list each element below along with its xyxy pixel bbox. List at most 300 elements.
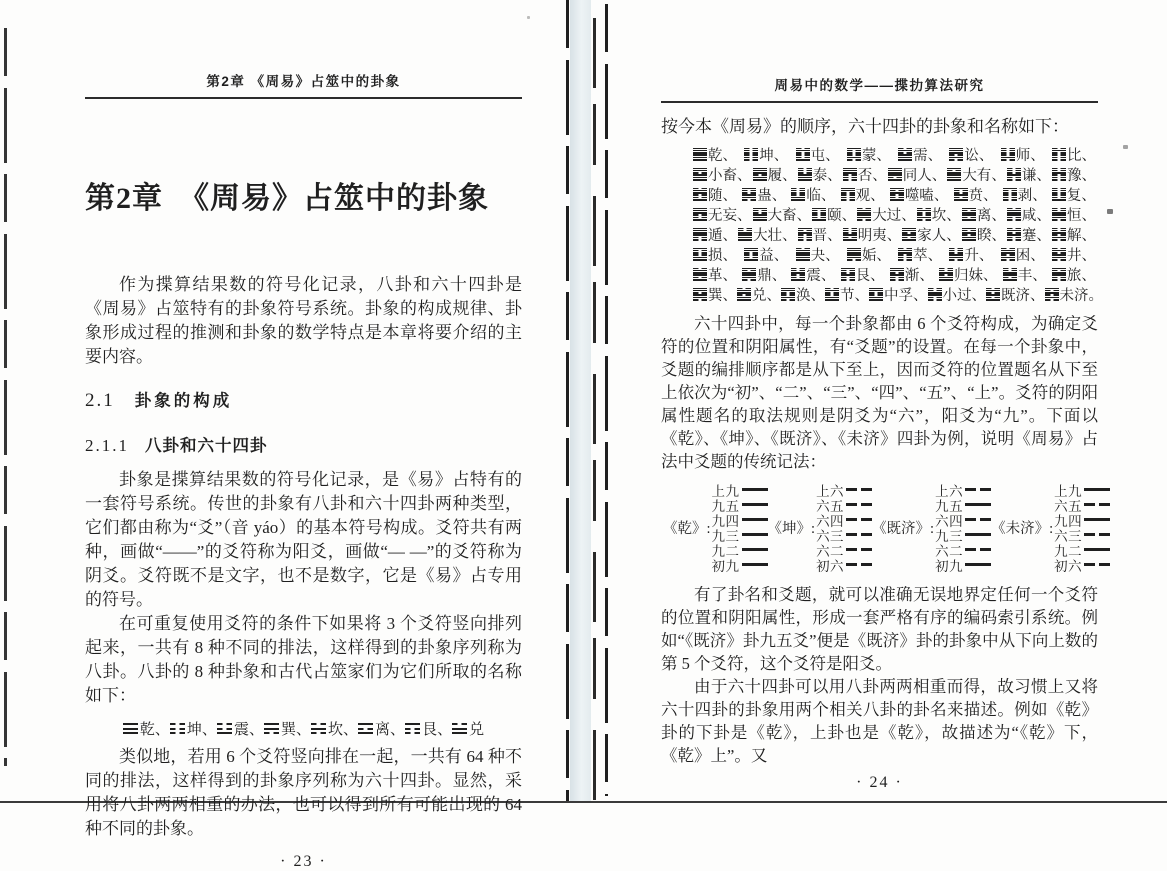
yao-title: 九五 [935, 498, 964, 514]
yang-line [869, 299, 883, 301]
hexagram-item [857, 204, 916, 225]
scan-speck [527, 16, 530, 19]
hexagram-item [869, 284, 928, 305]
yin-line [1003, 199, 1017, 201]
yang-line [753, 219, 767, 221]
hexagram-item [693, 244, 737, 265]
hexagram-glyph [890, 188, 904, 201]
hexagram-name: 夬 [810, 247, 826, 264]
hexagram-item [986, 284, 1045, 305]
trigram-item [170, 718, 217, 739]
scan-edge-artifact-left [4, 28, 7, 766]
yao-title: 九二 [1054, 543, 1083, 559]
yang-line [742, 518, 768, 520]
hexagram-glyph [954, 188, 968, 201]
hexagram-glyph [738, 228, 752, 241]
hexagram-name: 随 [708, 187, 723, 204]
yang-line [123, 723, 138, 725]
hexagram-name: 归妹 [954, 267, 984, 284]
yang-line [962, 219, 976, 221]
yin-line [311, 723, 326, 725]
yin-line [693, 299, 707, 301]
separator: 、 [154, 722, 170, 738]
yang-line [753, 179, 767, 181]
trigram-glyph [311, 723, 326, 734]
yang-line [693, 279, 707, 281]
section-title: 卦象的构成 [134, 392, 233, 410]
yin-line [1001, 259, 1015, 261]
hexagram-item [962, 204, 1006, 225]
yang-line [742, 548, 768, 550]
yao-title: 初九 [935, 558, 964, 574]
separator: 、 [771, 187, 787, 204]
yao-diagram-group [991, 482, 1110, 572]
hexagram-item [898, 244, 942, 265]
yao-title: 九二 [711, 543, 740, 559]
hexagram-item [798, 164, 842, 185]
yin-line [965, 548, 991, 550]
hexagram-glyph [693, 168, 707, 181]
hexagram-item [962, 224, 1006, 245]
hexagram-item [744, 144, 788, 165]
running-head-rule [85, 97, 522, 99]
yang-line [693, 179, 707, 181]
yin-line [1001, 159, 1015, 161]
separator: 、 [796, 207, 812, 224]
yang-line [452, 728, 467, 730]
hexagram-name: 明夷 [857, 227, 887, 244]
hexagram-name: 遁 [708, 227, 723, 244]
yao-title: 六五 [816, 498, 845, 514]
hexagram-glyph [1007, 228, 1021, 241]
yao-title: 六四 [935, 513, 964, 529]
yao-title: 六五 [1054, 498, 1083, 514]
hexagram-glyph [693, 148, 707, 161]
hexagram-glyph [825, 288, 839, 301]
yin-line [890, 279, 904, 281]
separator: 、 [978, 147, 994, 164]
scan-gutter-line-1 [566, 0, 569, 803]
hexagram-name: 乾 [708, 147, 723, 164]
separator: 、 [1036, 207, 1051, 224]
hexagram-name: 颐 [827, 207, 842, 224]
yin-line [452, 723, 467, 725]
hexagram-item [954, 184, 998, 205]
hexagram-glyph [1003, 188, 1017, 201]
separator: 、 [722, 287, 737, 304]
hexagram-list-row [693, 244, 1096, 264]
yin-line [949, 159, 963, 161]
hexagram-glyph [928, 288, 942, 301]
hexagram-name: 恒 [1066, 207, 1082, 224]
separator: 、 [1081, 207, 1096, 224]
yang-line [843, 239, 857, 241]
separator: 、 [248, 722, 264, 738]
separator: 、 [390, 722, 406, 738]
page-right [661, 74, 1103, 792]
yang-line [954, 199, 968, 201]
yang-line [986, 299, 1000, 301]
separator: 、 [1081, 187, 1096, 204]
hexagram-item [917, 204, 961, 225]
scan-gutter-line-3 [605, 4, 608, 796]
scan-speck [1123, 145, 1128, 149]
yao-rows [712, 482, 768, 572]
hexagram-name: 豫 [1066, 167, 1082, 184]
paragraph-eight-trigrams: 在可重复使用爻符的条件下如果将 3 个爻符竖向排列起来，一共有 8 种不同的排法，这样得到的卦象序列称为八卦。八卦的 8 种卦象和古代占筮家们为它们所取的名称如下： [85, 614, 522, 705]
hexagram-item [742, 184, 786, 205]
hexagram-item [902, 224, 961, 245]
hexagram-name: 益 [759, 247, 774, 264]
hexagram-item [1007, 204, 1051, 225]
hexagram-name: 比 [1066, 147, 1082, 164]
separator: 、 [927, 247, 943, 264]
section-number: 2.1 [85, 390, 115, 411]
separator: 、 [820, 187, 836, 204]
hexagram-glyph [1045, 288, 1059, 301]
hexagram-item [796, 144, 840, 165]
hexagram-name: 蹇 [1021, 227, 1037, 244]
yang-line [742, 503, 768, 505]
separator: 、 [933, 187, 949, 204]
yang-line [1084, 488, 1110, 490]
separator: 、 [876, 147, 891, 164]
yin-line [1007, 239, 1021, 241]
separator: 、 [1081, 227, 1096, 244]
section-number: 2.1.1 [85, 436, 129, 455]
hexagram-item [791, 264, 835, 285]
hexagram-item [825, 284, 869, 305]
yang-line [1084, 518, 1110, 520]
section-heading-2-1 [85, 387, 522, 412]
hexagram-glyph [962, 208, 976, 221]
separator: 、 [201, 722, 217, 738]
yao-rows [1054, 482, 1110, 572]
yang-line [217, 732, 232, 734]
yin-line [1052, 279, 1066, 281]
yang-line [742, 488, 768, 490]
hexagram-glyph [949, 248, 963, 261]
yang-line [965, 563, 991, 565]
hexagram-name: 蒙 [861, 147, 877, 164]
hexagram-item [693, 284, 737, 305]
yin-line [742, 199, 756, 201]
trigram-glyph [264, 723, 279, 734]
hexagram-label: 《坤》: [767, 520, 816, 537]
separator: 、 [876, 247, 891, 264]
yin-line [857, 219, 871, 221]
yin-line [264, 732, 279, 734]
hexagram-list-row [693, 264, 1096, 284]
yao-diagram [663, 482, 1096, 572]
hexagram-name: 离 [976, 207, 992, 224]
yin-line [928, 299, 942, 301]
hexagram-name: 睽 [976, 227, 992, 244]
separator: 、 [1032, 267, 1047, 284]
separator: 、 [343, 722, 359, 738]
separator: 、 [870, 187, 885, 204]
scan-gutter-line-2 [593, 0, 596, 803]
yin-line [358, 728, 373, 730]
hexagram-item [841, 184, 885, 205]
hexagram-name: 贲 [968, 187, 984, 204]
hexagram-item [1001, 144, 1045, 165]
trigram-glyph [452, 723, 467, 734]
hexagram-item [812, 204, 856, 225]
yao-row [816, 557, 872, 572]
paragraph-yao-titles: 六十四卦中，每一个卦象都由 6 个爻符构成，为确定爻符的位置和阴阳属性，有“爻题”的设置。在每一个卦象中，爻题的编排顺序都是从下至上，因而爻符的位置题名从下至上依次为“初”、“二”、“三”、“四”、“五”、“上”。爻符的阴阳属性题名的取法规则是阴爻为“六”，阳爻为“九”。下面以《乾》、《坤》、《既济》、《未济》四卦为例，说明《周易》占法中爻题的传统记法： [661, 314, 1098, 471]
hexagram-name: 渐 [904, 267, 920, 284]
hexagram-name: 剥 [1017, 187, 1033, 204]
hexagram-label: 《既济》: [872, 520, 935, 537]
hexagram-item [843, 164, 887, 185]
hexagram-glyph [986, 288, 1000, 301]
paragraph-yao-symbols: 卦象是揲算结果数的符号化记录，是《易》占特有的一套符号系统。传世的卦象有八卦和六十四卦两种类型，它们都由称为“爻”（音 yáo）的基本符号构成。爻符共有两种，画做“——”的爻符称为阳爻，画做“— —”的爻符称为阴爻。爻符既不是文字，也不是数字，它是《易》占专用的符号。 [85, 470, 522, 609]
hexagram-name: 既济 [1001, 287, 1030, 304]
hexagram-name: 小过 [942, 287, 972, 304]
yao-rows [935, 482, 991, 572]
trigram-name: 艮 [422, 722, 438, 738]
yin-line [898, 259, 912, 261]
hexagram-item [949, 244, 993, 265]
yin-line [1052, 239, 1066, 241]
hexagram-name: 大畜 [767, 207, 797, 224]
hexagram-name: 旅 [1066, 267, 1082, 284]
hexagram-item [1045, 284, 1104, 305]
hexagram-name: 噬嗑 [904, 187, 934, 204]
trigram-item [452, 718, 484, 739]
hexagram-glyph [962, 228, 976, 241]
yin-line [847, 159, 861, 161]
yang-line [264, 723, 279, 725]
trigram-item [123, 718, 170, 739]
hexagram-list-row [693, 204, 1096, 224]
separator: 、 [1081, 167, 1096, 184]
trigram-item [264, 718, 311, 739]
yao-title: 六二 [935, 543, 964, 559]
yang-line [812, 219, 826, 221]
hexagram-item [1052, 204, 1096, 225]
yao-row [1054, 557, 1110, 572]
hexagram-glyph [857, 208, 871, 221]
yang-line [1052, 199, 1066, 201]
hexagram-item [742, 264, 786, 285]
separator: 、 [886, 227, 902, 244]
yao-diagram-group [768, 482, 873, 572]
separator: 、 [773, 247, 789, 264]
hexagram-name: 解 [1066, 227, 1082, 244]
hexagram-glyph [796, 148, 810, 161]
hexagram-name: 师 [1015, 147, 1031, 164]
trigram-glyph [123, 723, 138, 734]
trigram-name: 巽 [280, 722, 296, 738]
page-left [85, 70, 522, 871]
hexagram-name: 中孚 [884, 287, 913, 304]
hexagram-name: 大有 [962, 167, 992, 184]
separator: 、 [991, 227, 1006, 244]
separator: 、 [841, 207, 857, 224]
separator: 、 [820, 267, 836, 284]
yang-line [452, 732, 467, 734]
hexagram-name: 需 [913, 147, 928, 164]
trigram-item [311, 718, 358, 739]
yang-line [796, 259, 810, 261]
paragraph-coding-system: 有了卦名和爻题，就可以准确无误地界定任何一个爻符的位置和阴阳属性，形成一套严格有序的编码索引系统。例如“《既济》卦九五爻”便是《既济》卦的卦象中从下向上数的第 5 个爻符，这个爻符是阳爻。 [661, 585, 1098, 673]
hexagram-glyph [1001, 248, 1015, 261]
trigram-item [358, 718, 405, 739]
yao-title: 九四 [711, 513, 740, 529]
yang-line [825, 299, 839, 301]
paragraph-trigram-pairs: 由于六十四卦可以用八卦两两相重而得，故习惯上又将六十四卦的卦象用两个相关八卦的卦名来描述。例如《乾》卦的下卦是《乾》，上卦也是《乾》，故描述为“《乾》下，《乾》上”。又 [661, 677, 1098, 765]
yin-line [798, 239, 812, 241]
yin-line [847, 259, 861, 261]
separator: 、 [1030, 247, 1045, 264]
trigram-row [85, 713, 522, 739]
separator: 、 [854, 287, 869, 304]
hexagram-glyph [843, 228, 857, 241]
hexagram-name: 蛊 [757, 187, 772, 204]
yang-line [742, 533, 768, 535]
hexagram-item [693, 204, 752, 225]
yin-line [170, 732, 185, 734]
hexagram-item [1052, 184, 1096, 205]
hexagram-item [1001, 244, 1045, 265]
hexagram-glyph [1001, 148, 1015, 161]
trigram-item [217, 718, 264, 739]
running-head-right: 周易中的数学——揲扐算法研究 [774, 78, 985, 93]
page-number-left: · 23 · [280, 853, 327, 870]
hexagram-name: 泰 [812, 167, 828, 184]
yin-line [1052, 179, 1066, 181]
separator: 、 [295, 722, 311, 738]
separator: 、 [870, 267, 885, 284]
hexagram-glyph [917, 208, 931, 221]
yang-line [962, 239, 976, 241]
yin-line [846, 518, 872, 520]
separator: 、 [1081, 267, 1096, 284]
hexagram-item [843, 224, 902, 245]
separator: 、 [782, 227, 797, 244]
hexagram-name: 艮 [855, 267, 871, 284]
hexagram-name: 同人 [902, 167, 932, 184]
separator: 、 [919, 267, 934, 284]
yao-rows [816, 482, 872, 572]
hexagram-glyph [744, 248, 758, 261]
yao-title: 六三 [816, 528, 845, 544]
separator: 、 [737, 167, 752, 184]
hexagram-glyph [796, 248, 810, 261]
hexagram-label: 《乾》: [663, 520, 711, 537]
separator: 、 [983, 187, 998, 204]
hexagram-item [949, 144, 993, 165]
yang-line [693, 219, 707, 221]
hexagram-glyph [744, 148, 758, 161]
hexagram-glyph [812, 208, 826, 221]
paragraph-hexagram-order: 按今本《周易》的顺序，六十四卦的卦象和名称如下： [661, 117, 1069, 136]
hexagram-list [693, 144, 1103, 304]
trigram-glyph [358, 723, 373, 734]
trigram-name: 离 [375, 722, 391, 738]
separator: 、 [991, 207, 1006, 224]
hexagram-glyph [753, 208, 767, 221]
hexagram-item [791, 184, 835, 205]
hexagram-item [890, 184, 949, 205]
yang-line [744, 259, 758, 261]
hexagram-item [1052, 164, 1096, 185]
separator: 、 [978, 247, 994, 264]
yang-line [123, 728, 138, 730]
yao-diagram-group [663, 482, 768, 572]
hexagram-name: 小畜 [708, 167, 737, 184]
hexagram-glyph [869, 288, 883, 301]
running-head-rule [661, 101, 1098, 103]
yin-line [170, 723, 185, 725]
hexagram-glyph [693, 208, 707, 221]
hexagram-item [1052, 224, 1096, 245]
hexagram-glyph [949, 148, 963, 161]
hexagram-glyph [781, 288, 795, 301]
yang-line [939, 279, 953, 281]
separator: 、 [825, 247, 840, 264]
hexagram-item [947, 164, 1006, 185]
hexagram-item [847, 244, 891, 265]
hexagram-item [888, 164, 947, 185]
yin-line [1052, 259, 1066, 261]
separator: 、 [1036, 167, 1051, 184]
hexagram-name: 观 [855, 187, 871, 204]
yang-line [358, 732, 373, 734]
yin-line [1052, 219, 1066, 221]
hexagram-glyph [742, 268, 756, 281]
separator: 、 [931, 167, 947, 184]
separator: 、 [773, 147, 789, 164]
yang-line [898, 159, 912, 161]
yin-line [1084, 503, 1110, 505]
hexagram-glyph [791, 268, 805, 281]
hexagram-name: 大过 [872, 207, 902, 224]
hexagram-glyph [890, 268, 904, 281]
hexagram-glyph [898, 248, 912, 261]
yao-title: 九三 [711, 528, 740, 544]
yin-line [846, 503, 872, 505]
separator: 、 [737, 207, 752, 224]
hexagram-item [847, 144, 891, 165]
hexagram-name: 丰 [1017, 267, 1033, 284]
hexagram-name: 困 [1015, 247, 1031, 264]
paragraph-chapter-intro: 作为揲算结果数的符号化记录，八卦和六十四卦是《周易》占筮特有的卦象符号系统。卦象的构成规律、卦象形成过程的推测和卦象的数学特点是本章将要介绍的主要内容。 [85, 275, 522, 366]
hexagram-glyph [841, 188, 855, 201]
separator: 、 [1030, 147, 1045, 164]
separator: 、 [722, 267, 737, 284]
separator: 、 [991, 167, 1006, 184]
yang-line [405, 723, 420, 725]
separator: 、 [901, 207, 916, 224]
yang-line [123, 732, 138, 734]
yin-line [1007, 179, 1021, 181]
yang-line [742, 563, 768, 565]
yin-line [846, 488, 872, 490]
section-title: 八卦和六十四卦 [145, 437, 268, 455]
yin-line [311, 732, 326, 734]
hexagram-glyph [798, 168, 812, 181]
separator: 、 [771, 267, 787, 284]
separator: 、 [1081, 247, 1096, 264]
hexagram-glyph [898, 148, 912, 161]
yin-line [405, 728, 420, 730]
hexagram-glyph [841, 268, 855, 281]
hexagram-glyph [902, 228, 916, 241]
separator: 、 [827, 227, 842, 244]
